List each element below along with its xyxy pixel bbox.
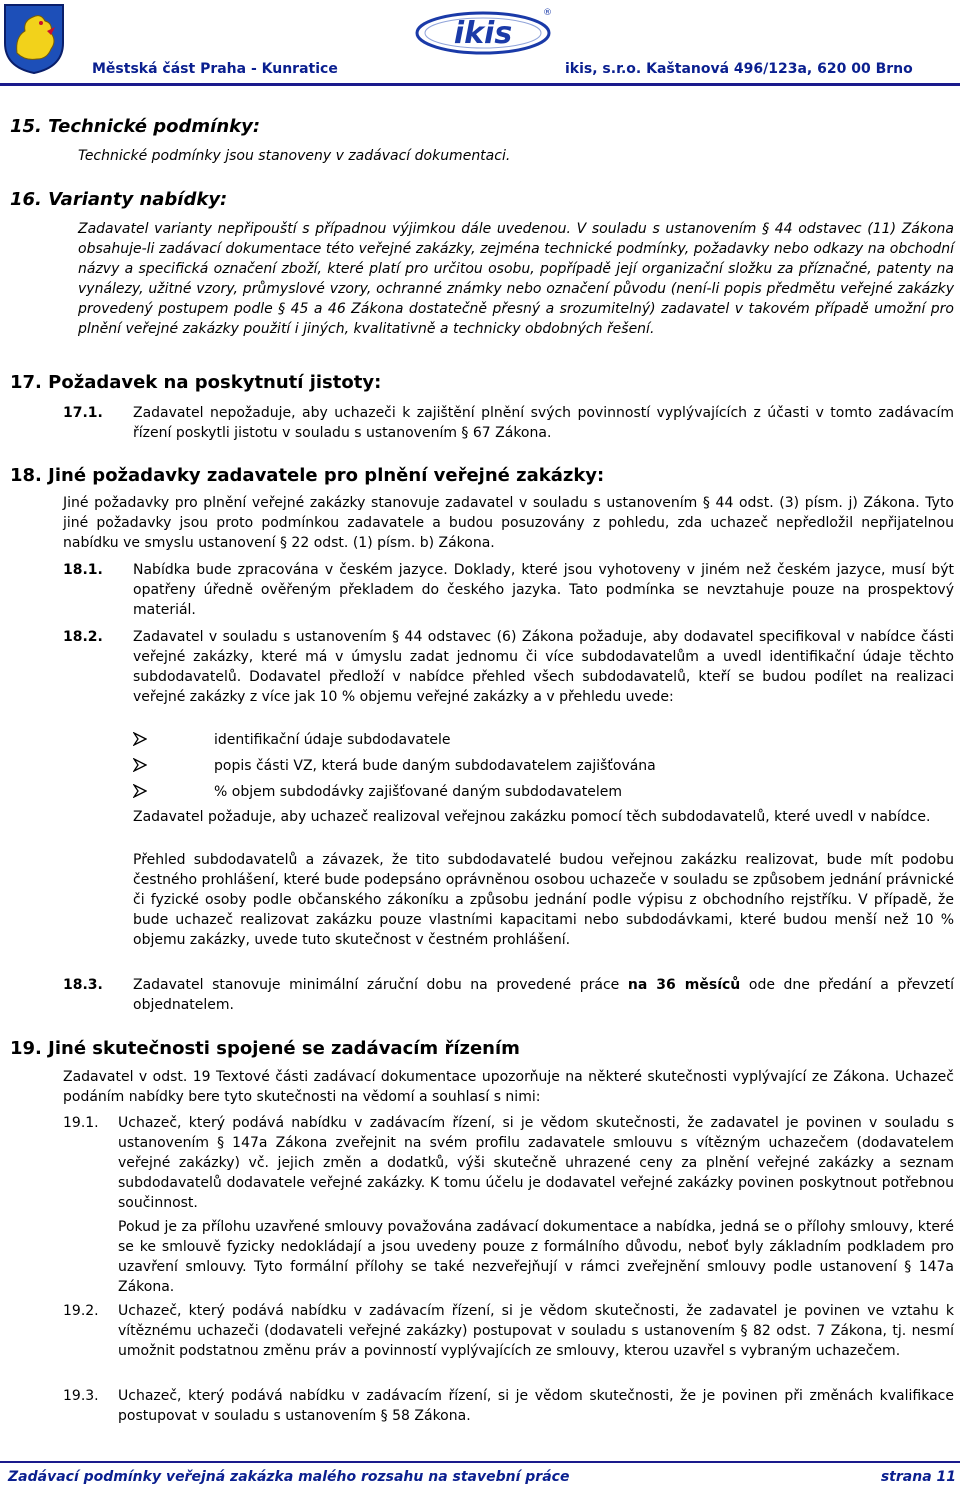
section-19-heading: 19. Jiné skutečnosti spojené se zadávacím řízením [10,1038,520,1059]
bullet-text: popis části VZ, která bude daným subdodavatelem zajišťována [214,758,656,774]
section-15-heading: 15. Technické podmínky: [10,116,261,137]
item-19-2-text: Uchazeč, který podává nabídku v zadávacím řízení, si je vědom skutečnosti, že zadavatel je povinen ve vztahu k vítěznému uchazeči (dodavateli veřejné zakázky) postupovat v souladu s ustanovením § 82 odst. 7 Zákona, tj. nesmí umožnit podstatnou změnu práv a povinností vyplývajících ze smlouvy, kterou uzavřel s vybraným uchazečem. [118,1303,954,1359]
item-18-2-number: 18.2. [63,629,103,645]
footer-rule [0,1461,960,1463]
section-17-heading: 17. Požadavek na poskytnutí jistoty: [10,372,382,393]
arrow-bullet-icon [133,758,147,772]
header-municipality: Městská část Praha - Kunratice [92,61,338,77]
item-18-2-paragraph-3: Přehled subdodavatelů a závazek, že tito subdodavatelé budou veřejnou zakázku realizovat, bude mít podobu čestného prohlášení, které bude podepsáno oprávněnou osobou uchazeče v souladu se způsobem jednání právnické či fyzické osoby podle občanského zákoníku a způsobu jednání podle výpisu z obchodního rejstříku. V případě, že bude uchazeč realizovat zakázku pouze vlastními kapacitami nebo subdodávkami, které budou menší než 10 % objemu zakázky, uvede tuto skutečnost v čestném prohlášení. [133,852,954,948]
item-19-2-number: 19.2. [63,1303,99,1319]
item-18-3-number: 18.3. [63,977,103,993]
item-18-1-number: 18.1. [63,562,103,578]
item-18-2-text: Zadavatel v souladu s ustanovením § 44 odstavec (6) Zákona požaduje, aby dodavatel specifikoval v nabídce části veřejné zakázky, které má v úmyslu zadat jednomu či více subdodavatelům a uvedl identifikační údaje těchto subdodavatelů. Dodavatel předloží v nabídce přehled všech subdodavatelů, kteří se budou podílet na realizaci veřejné zakázky z více jak 10 % objemu veřejné zakázky a v přehledu uvede: [133,629,954,705]
bullet-text: identifikační údaje subdodavatele [214,732,451,748]
header-company: ikis, s.r.o. Kaštanová 496/123a, 620 00 Brno [565,61,913,77]
section-16-heading: 16. Varianty nabídky: [10,189,228,210]
arrow-bullet-icon [133,732,147,746]
ikis-logo [413,3,553,61]
svg-text:®: ® [543,8,552,18]
coat-of-arms-icon [3,3,65,75]
footer-title: Zadávací podmínky veřejná zakázka malého rozsahu na stavební práce [8,1469,570,1485]
section-18-heading: 18. Jiné požadavky zadavatele pro plnění veřejné zakázky: [10,465,605,486]
item-19-3-text: Uchazeč, který podává nabídku v zadávacím řízení, si je vědom skutečnosti, že je povinen při změnách kvalifikace postupovat v souladu s ustanovením § 58 Zákona. [118,1388,954,1424]
item-18-2-paragraph-2: Zadavatel požaduje, aby uchazeč realizoval veřejnou zakázku pomocí těch subdodavatelů, které uvedl v nabídce. [133,809,931,825]
item-18-3-text: Zadavatel stanovuje minimální záruční dobu na provedené práce na 36 měsíců ode dne předání a převzetí objednatelem. [133,977,955,1013]
item-19-1-text: Uchazeč, který podává nabídku v zadávacím řízení, si je vědom skutečnosti, že zadavatel je povinen v souladu s ustanovením § 147a Zákona zveřejnit na svém profilu zadavatele smlouvu s vítězným uchazečem (dodavatelem veřejné zakázky) vč. jejich změn a dodatků, výši skutečně uhrazené ceny za plnění veřejné zakázky a seznam subdodavatelů dodavatele veřejné zakázky. K tomu účelu je dodavatel veřejné zakázky povinen poskytnout potřebnou součinnost. [118,1115,954,1211]
item-17-1-number: 17.1. [63,405,103,421]
bullet-item [133,756,147,776]
logo-text: ikis [453,16,513,51]
header-rule [0,83,960,86]
warranty-period: na 36 měsíců [627,977,741,993]
bullet-text: % objem subdodávky zajišťované daným subdodavatelem [214,784,623,800]
item-17-1-text: Zadavatel nepožaduje, aby uchazeči k zajištění plnění svých povinností vyplývajících z účasti v tomto zadávacím řízení poskytli jistotu v souladu s ustanovením § 67 Zákona. [133,405,954,441]
arrow-bullet-icon [133,784,147,798]
section-16-text: Zadavatel varianty nepřipouští s případnou výjimkou dále uvedenou. V souladu s ustanovením § 44 odstavec (11) Zákona obsahuje-li zadávací dokumentace této veřejné zakázky, zejména technické podmínky, požadavky nebo odkazy na obchodní názvy a specifická označení zboží, které platí pro určitou osobu, popřípadě její organizační složku za příznačné, patenty na vynálezy, užitné vzory, průmyslové vzory, ochranné známky nebo označení původu (není-li popis předmětu veřejné zakázky provedený postupem podle § 45 a 46 Zákona dostatečně přesný a srozumitelný) zadavatel v takovém případě umožní pro plnění veřejné zakázky použití i jiných, kvalitativně a technicky obdobných řešení. [78,221,954,337]
bullet-item [133,782,147,802]
item-18-1-text: Nabídka bude zpracována v českém jazyce. Doklady, které jsou vyhotoveny v jiném než českém jazyce, musí být opatřeny úředně ověřeným překladem do českého jazyka. Tato podmínka se nevztahuje pouze na prospektový materiál. [133,562,954,618]
section-19-intro: Zadavatel v odst. 19 Textové části zadávací dokumentace upozorňuje na některé skutečnosti vyplývající ze Zákona. Uchazeč podáním nabídky bere tyto skutečnosti na vědomí a souhlasí s nimi: [63,1069,954,1105]
item-19-3-number: 19.3. [63,1388,99,1404]
bullet-item [133,730,147,750]
item-19-1-number: 19.1. [63,1115,99,1131]
page-number: strana 11 [880,1469,956,1485]
page-footer [8,1469,956,1485]
item-19-1-paragraph-2: Pokud je za přílohu uzavřené smlouvy považována zadávací dokumentace a nabídka, jedná se o přílohy smlouvy, které se ke smlouvě fyzicky nedokládají a jsou uvedeny pouze z formálního důvodu, neboť byly základním podkladem pro uzavření smlouvy. Tyto formální přílohy se také nezveřejňují v rámci zveřejnění smlouvy podle ustanovení § 147a Zákona. [118,1219,954,1295]
section-15-text: Technické podmínky jsou stanoveny v zadávací dokumentaci. [78,148,511,164]
page-header [0,0,960,90]
section-18-intro: Jiné požadavky pro plnění veřejné zakázky stanovuje zadavatel v souladu s ustanovením § 44 odst. (3) písm. j) Zákona. Tyto jiné požadavky jsou proto podmínkou zadavatele a budou posuzovány z pohledu, zda uchazeč nepředložil nepřijatelnou nabídku ve smyslu ustanovení § 22 odst. (1) písm. b) Zákona. [63,495,954,551]
